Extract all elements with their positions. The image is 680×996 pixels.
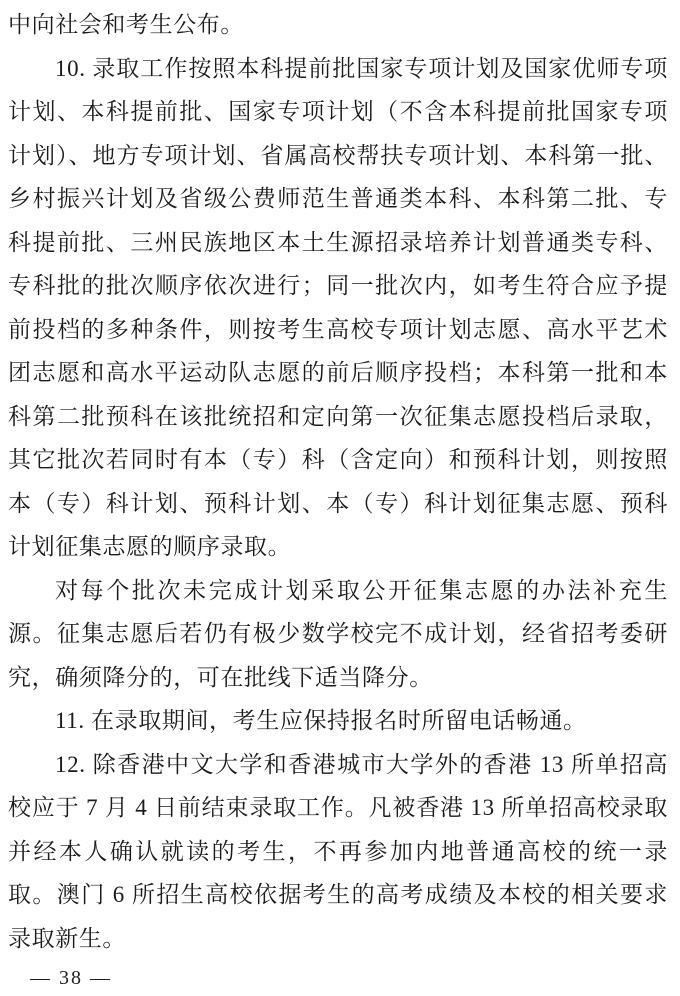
paragraph-item-10: 10. 录取工作按照本科提前批国家专项计划及国家优师专项计划、本科提前批、国家专项计划（不含本科提前批国家专项计划）、地方专项计划、省属高校帮扶专项计划、本科第一批、乡村振兴计划及省级公费师范生普通类本科、本科第二批、专科提前批、三州民族地区本土生源招录培养计划普通类专科、专科批的批次顺序依次进行；同一批次内，如考生符合应予提前投档的多种条件，则按考生高校专项计划志愿、高水平艺术团志愿和高水平运动队志愿的前后顺序投档；本科第一批和本科第二批预科在该批统招和定向第一次征集志愿投档后录取，其它批次若同时有本（专）科（含定向）和预科计划，则按照本（专）科计划、预科计划、本（专）科计划征集志愿、预科计划征集志愿的顺序录取。 [8,55,668,559]
paragraph-item-11: 11. 在录取期间，考生应保持报名时所留电话畅通。 [55,708,587,733]
paragraph-supplement-volunteers: 对每个批次未完成计划采取公开征集志愿的办法补充生源。征集志愿后若仍有极少数学校完不成计划，经省招考委研究，确须降分的，可在批线下适当降分。 [8,577,668,690]
page-footer [30,966,112,990]
paragraph-item-12: 12. 除香港中文大学和香港城市大学外的香港 13 所单招高校应于 7 月 4 日前结束录取工作。凡被香港 13 所单招高校录取并经本人确认就读的考生，不再参加内地普通高校的统一录取。澳门 6 所招生高校依据考生的高考成绩及本校的相关要求录取新生。 [8,751,668,951]
page-number: — 38 — [30,967,112,989]
document-body [8,3,668,960]
paragraph-continuation: 中向社会和考生公布。 [8,12,244,37]
